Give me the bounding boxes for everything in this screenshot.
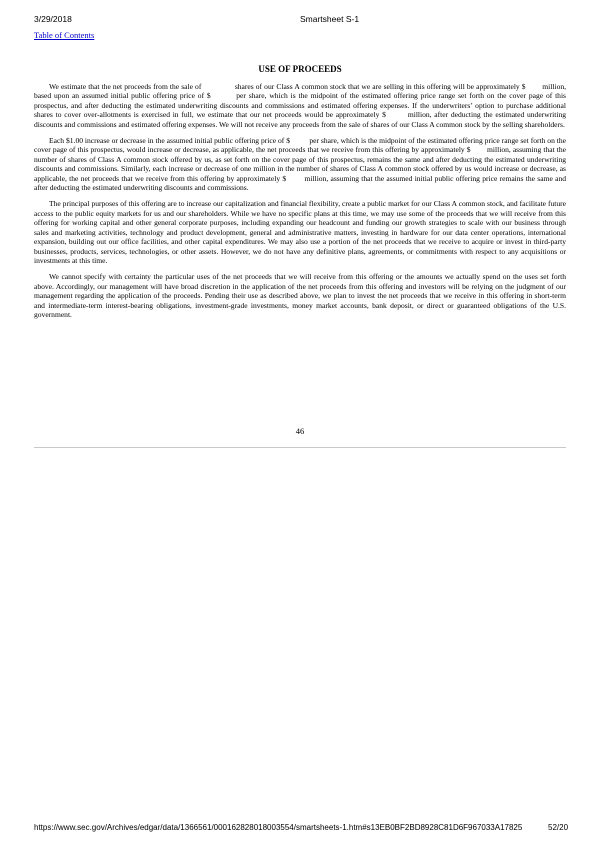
document-body xyxy=(34,82,566,326)
paragraph-principal-purposes: The principal purposes of this offering are to increase our capitalization and financial flexibility, create a public market for our Class A common stock, and facilitate future access to the public equity markets for us and our shareholders. While we have no specific plans at this time, we may use some of the proceeds that we will receive from this offering for working capital and other general corporate purposes, including expanding our headcount and funding our growth strategies to scale with our business through sales and marketing activities, technology and product development, general and administrative matters, investing in hardware for our data center operations, international expansion, building out our office facilities, and other capital expenditures. We may also use a portion of the net proceeds that we receive to acquire or invest in third-party businesses, products, services, technologies, or other assets. However, we do not have any definitive plans, agreements, or commitments with respect to any acquisitions or investments at this time. xyxy=(34,199,566,265)
print-doc-title: Smartsheet S-1 xyxy=(300,14,360,24)
footer-page-counter: 52/20 xyxy=(548,823,569,832)
section-title: USE OF PROCEEDS xyxy=(258,64,342,74)
paragraph-price-sensitivity: Each $1.00 increase or decrease in the assumed initial public offering price of $ per share, which is the midpoint of the estimated offering price range set forth on the cover page of this prospectus, would increase or decrease, as applicable, the net proceeds that we receive from this offering by approximately $ million, assuming that the number of shares of Class A common stock offered by us, as set forth on the cover page of this prospectus, remains the same and after deducting the estimated underwriting discounts and commissions. Similarly, each increase or decrease of one million in the number of shares of Class A common stock offered by us would increase or decrease, as applicable, the net proceeds that we receive from this offering by approximately $ million, assuming that the assumed initial public offering price remains the same and after deducting the estimated underwriting discounts and commissions. xyxy=(34,136,568,193)
footer-url: https://www.sec.gov/Archives/edgar/data/1366561/000162828018003554/smartsheets-1.htm#s13EB0BF2BD8928C81D6F967033A17825 xyxy=(34,823,523,832)
page-number: 46 xyxy=(295,426,305,436)
page-divider xyxy=(34,447,566,448)
paragraph-net-proceeds: We estimate that the net proceeds from the sale of shares of our Class A common stock that we are selling in this offering will be approximately $ million, based upon an assumed initial public offering price of $ per share, which is the midpoint of the estimated offering price range set forth on the cover page of this prospectus, and after deducting the estimated underwriting discounts and commissions and estimated offering expenses. If the underwriters’ option to purchase additional shares to cover over-allotments is exercised in full, we estimate that our net proceeds would be approximately $ million, after deducting the estimated underwriting discounts and commissions and estimated offering expenses. We will not receive any proceeds from the sale of shares of our Class A common stock by the selling shareholders. xyxy=(34,82,568,129)
print-date: 3/29/2018 xyxy=(34,14,72,24)
table-of-contents-link[interactable]: Table of Contents xyxy=(34,30,95,40)
paragraph-discretion: We cannot specify with certainty the particular uses of the net proceeds that we will receive from this offering or the amounts we actually spend on the uses set forth above. Accordingly, our management will have broad discretion in the application of the net proceeds from this offering and investors will be relying on the judgment of our management regarding the application of the proceeds. Pending their use as described above, we plan to invest the net proceeds that we receive in this offering in short-term and intermediate-term interest-bearing obligations, investment-grade investments, money market accounts, bank deposit, or direct or guaranteed obligations of the U.S. government. xyxy=(34,272,566,319)
